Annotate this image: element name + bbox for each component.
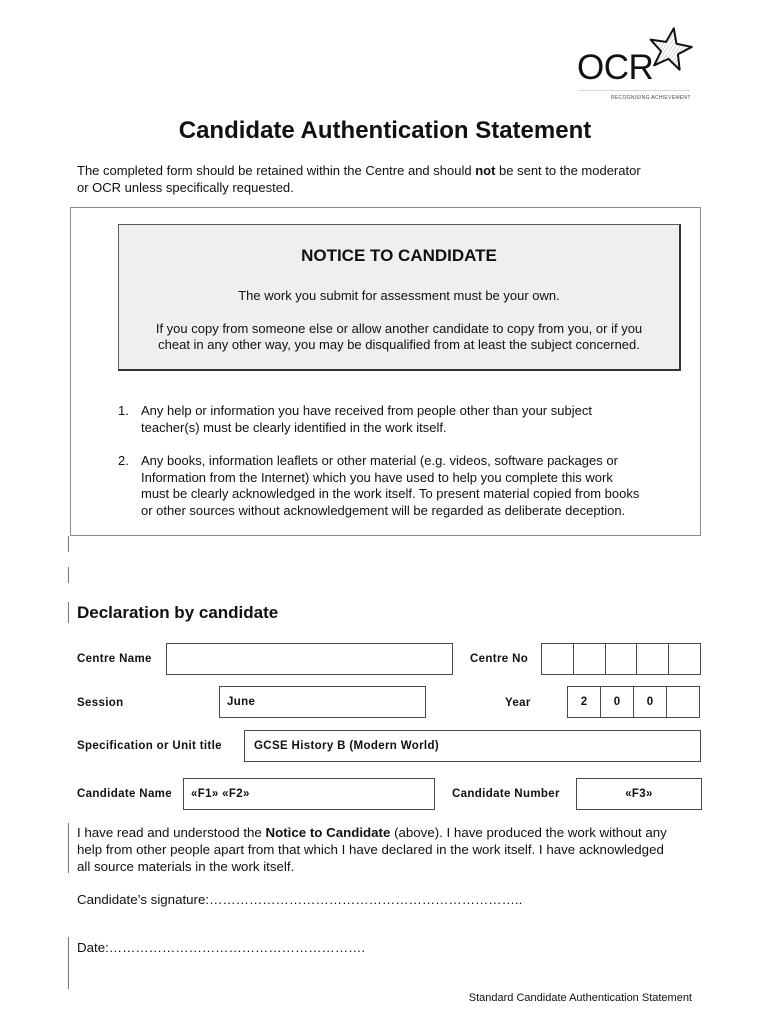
year-digit-value: 2 (580, 696, 588, 708)
star-icon (646, 26, 694, 74)
specification-label: Specification or Unit title (77, 740, 222, 752)
rule-item (118, 403, 688, 436)
specification-field[interactable] (244, 730, 701, 762)
rule-text: Any books, information leaflets or other material (e.g. videos, software packages or Information from the Internet) which you have used to help you complete this work must be clearly acknowledged in the work itself. To present material copied from books or other sources without acknowledgement will be regarded as deliberate deception. (141, 453, 640, 518)
margin-change-bar (68, 823, 69, 873)
footer-text: Standard Candidate Authentication Statement (468, 992, 692, 1004)
ocr-logo (575, 24, 697, 104)
declaration-heading: Declaration by candidate (77, 603, 279, 622)
page-title: Candidate Authentication Statement (178, 117, 592, 144)
statement-emphasis: Notice to Candidate (265, 825, 391, 840)
rule-number: 1. (118, 403, 129, 418)
logo-tagline: RECOGNISING ACHIEVEMENT (611, 95, 691, 101)
centre-name-label: Centre Name (77, 653, 152, 665)
date-line[interactable]: Date:…………………………………………………. (77, 940, 366, 955)
centre-no-digit[interactable] (636, 643, 669, 675)
statement-text-continued: (above). I have produced the work without any help from other people apart from that which I have declared in the work itself. I have acknowledged all source materials in the work itself. (77, 825, 667, 874)
intro-paragraph (77, 162, 641, 196)
notice-line: The work you submit for assessment must be your own. (238, 288, 560, 303)
statement-text: I have read and understood the (77, 825, 266, 840)
rules-list (118, 403, 688, 519)
rule-item (118, 453, 688, 519)
year-digit[interactable] (666, 686, 700, 718)
centre-no-boxes (541, 643, 701, 675)
candidate-name-value: «F1» «F2» (191, 788, 250, 800)
candidate-name-label: Candidate Name (77, 788, 173, 800)
candidate-number-field[interactable] (576, 778, 702, 810)
year-digit-value: 0 (613, 696, 621, 708)
year-digit[interactable] (600, 686, 634, 718)
year-digit-value: 0 (646, 696, 654, 708)
margin-change-bar (68, 536, 69, 552)
declaration-statement (77, 824, 667, 875)
notice-heading: NOTICE TO CANDIDATE (301, 246, 497, 265)
centre-no-digit[interactable] (541, 643, 574, 675)
margin-change-bar (68, 602, 69, 623)
notice-box (118, 224, 681, 371)
intro-text: The completed form should be retained within the Centre and should (77, 163, 476, 178)
year-digit[interactable] (633, 686, 667, 718)
intro-emphasis: not (475, 163, 496, 178)
rule-text: Any help or information you have received from people other than your subject teacher(s) must be clearly identified in the work itself. (141, 403, 592, 435)
session-value: June (227, 696, 256, 708)
session-label: Session (77, 697, 124, 709)
candidate-number-label: Candidate Number (452, 788, 560, 800)
year-digit[interactable] (567, 686, 601, 718)
logo-divider (578, 90, 690, 91)
notice-warning: If you copy from someone else or allow another candidate to copy from you, or if you cheat in any other way, you may be disqualified from at least the subject concerned. (155, 321, 643, 352)
centre-no-digit[interactable] (605, 643, 638, 675)
logo-text: OCR (577, 48, 654, 87)
session-field[interactable] (219, 686, 426, 718)
signature-line[interactable]: Candidate’s signature:…………………………………………………………….. (77, 892, 523, 907)
margin-change-bar (68, 567, 69, 583)
year-label: Year (505, 697, 531, 709)
margin-change-bar (68, 937, 69, 989)
rule-number: 2. (118, 453, 129, 468)
centre-no-digit[interactable] (573, 643, 606, 675)
centre-no-label: Centre No (470, 653, 529, 665)
intro-text-continued: be sent to the moderator or OCR unless specifically requested. (77, 163, 641, 195)
centre-no-digit[interactable] (668, 643, 701, 675)
specification-value: GCSE History B (Modern World) (254, 740, 439, 752)
candidate-number-value: «F3» (625, 788, 653, 800)
centre-name-field[interactable] (166, 643, 453, 675)
year-boxes (567, 686, 700, 718)
candidate-name-field[interactable] (183, 778, 435, 810)
